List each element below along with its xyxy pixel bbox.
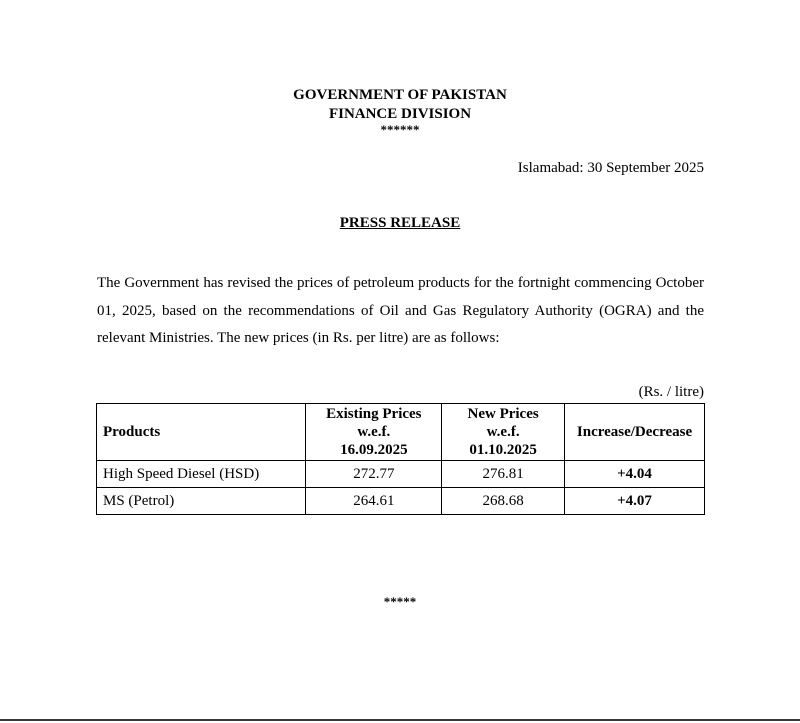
table-row [97,461,705,488]
press-release-title: PRESS RELEASE [339,215,461,231]
header-new-line3: 01.10.2025 [469,442,537,458]
header-new-prices [442,404,565,461]
price-table [96,403,705,515]
header-stars: ****** [380,122,420,137]
place-date: Islamabad: 30 September 2025 [517,160,704,176]
closing-stars: ***** [383,594,417,609]
header-existing-prices [306,404,442,461]
body-paragraph: The Government has revised the prices of petroleum products for the fortnight commencing October 01, 2025, based on the recommendations of Oil and Gas Regulatory Authority (OGRA) and the relevant Ministries. The new prices (in Rs. per litre) are as follows: [97,275,704,346]
table-header-row [97,404,705,461]
existing-price-cell: 264.61 [306,488,442,515]
change-cell: +4.07 [565,488,705,515]
header-products: Products [97,404,306,461]
government-heading: GOVERNMENT OF PAKISTAN [293,87,507,103]
header-new-line1: New Prices [467,406,539,422]
header-new-line2: w.e.f. [486,424,520,440]
product-cell: High Speed Diesel (HSD) [97,461,306,488]
header-increase-decrease: Increase/Decrease [565,404,705,461]
change-cell: +4.04 [565,461,705,488]
existing-price-cell: 272.77 [306,461,442,488]
table-row [97,488,705,515]
header-existing-line2: w.e.f. [357,424,391,440]
unit-note: (Rs. / litre) [638,384,704,400]
header-existing-line3: 16.09.2025 [340,442,408,458]
product-cell: MS (Petrol) [97,488,306,515]
division-heading: FINANCE DIVISION [328,106,472,122]
bottom-divider [0,719,800,721]
new-price-cell: 268.68 [442,488,565,515]
letterhead [0,86,800,136]
new-price-cell: 276.81 [442,461,565,488]
header-existing-line1: Existing Prices [326,406,422,422]
